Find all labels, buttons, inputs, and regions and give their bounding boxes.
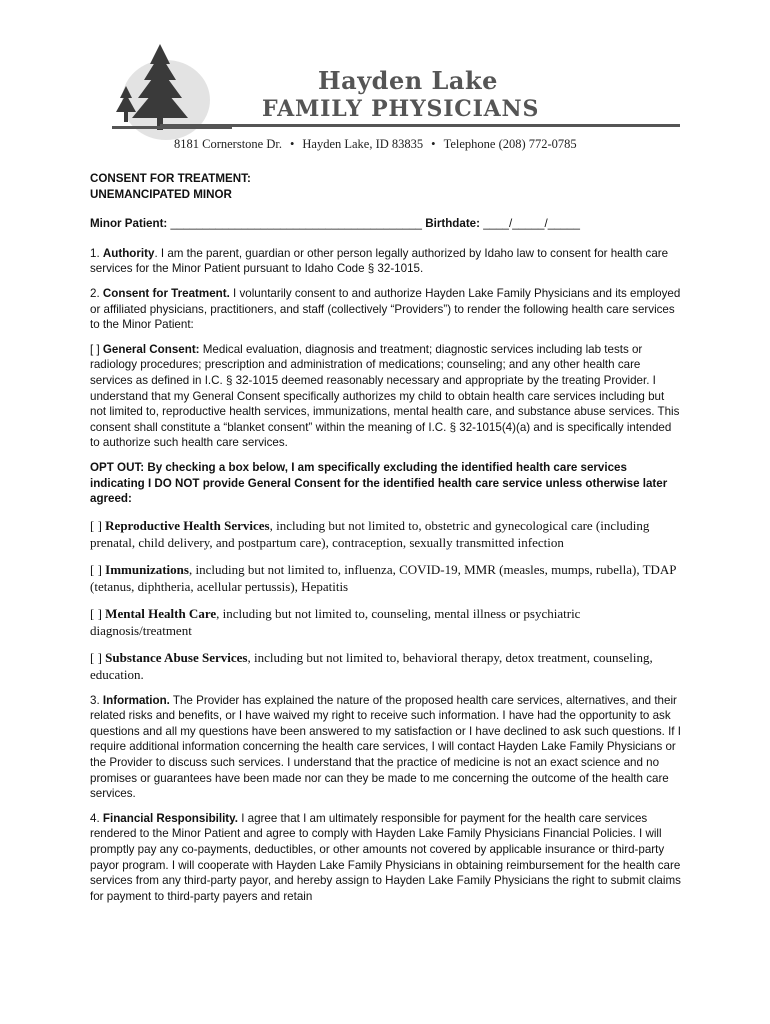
section-information bbox=[90, 693, 682, 802]
opt-out-text: , including but not limited to, influenza, COVID-19, MMR (measles, mumps, rubella), TDAP (tetanus, diphtheria, acellular pertussis), Hepatitis bbox=[90, 561, 677, 594]
section-financial bbox=[90, 811, 682, 905]
opt-out-heading: Immunizations bbox=[105, 561, 189, 577]
section-number: 3. bbox=[90, 693, 100, 707]
section-text: I agree that I am ultimately responsible for payment for the health care services rendered to the Minor Patient and agree to comply with Hayden Lake Family Physicians Financial Policies. I will promptly pay any co-payments, deductibles, or other amounts not covered by applicable insurance or third-party payor program. I will cooperate with Hayden Lake Family Physicians in obtaining reimbursement for the health care services from any third-party payor, and hereby assign to Hayden Lake Family Physicians the right to submit claims for payment to third-party payers and retain bbox=[90, 811, 681, 903]
section-heading: Consent for Treatment. bbox=[102, 286, 230, 300]
letterhead bbox=[90, 40, 680, 160]
section-heading: Financial Responsibility. bbox=[102, 811, 238, 825]
section-heading: Authority bbox=[102, 246, 155, 260]
address-line bbox=[174, 137, 577, 152]
section-number: 4. bbox=[90, 811, 100, 825]
bullet-separator: • bbox=[431, 137, 436, 151]
section-number: 1. bbox=[90, 246, 100, 260]
section-authority bbox=[90, 246, 682, 277]
street-address: 8181 Cornerstone Dr. bbox=[174, 137, 282, 151]
section-heading: Information. bbox=[102, 693, 170, 707]
document-body bbox=[90, 171, 682, 913]
opt-out-item-reproductive bbox=[90, 517, 682, 551]
minor-patient-label: Minor Patient: bbox=[90, 217, 168, 231]
opt-out-checkbox[interactable]: [ ] bbox=[90, 605, 102, 621]
general-consent-heading: General Consent: bbox=[102, 342, 200, 356]
opt-out-text: , including but not limited to, counseling, mental illness or psychiatric diagnosis/treatment bbox=[90, 605, 581, 638]
opt-out-text: , including but not limited to, behavioral therapy, detox treatment, counseling, education. bbox=[90, 649, 653, 682]
opt-out-heading: Reproductive Health Services bbox=[105, 517, 270, 533]
opt-out-item-mental-health bbox=[90, 605, 682, 639]
birthdate-field[interactable]: ____/_____/_____ bbox=[483, 217, 580, 231]
opt-out-checkbox[interactable]: [ ] bbox=[90, 649, 102, 665]
general-consent-checkbox[interactable]: [ ] bbox=[90, 342, 100, 356]
opt-out-checkbox[interactable]: [ ] bbox=[90, 517, 102, 533]
bullet-separator: • bbox=[289, 137, 295, 151]
minor-patient-line bbox=[90, 216, 682, 232]
opt-out-item-immunizations bbox=[90, 561, 682, 595]
section-text: . I am the parent, guardian or other person legally authorized by Idaho law to consent for health care services for the Minor Patient pursuant to Idaho Code § 32-1015. bbox=[90, 246, 669, 276]
minor-patient-field[interactable]: _______________________________________ bbox=[170, 217, 422, 231]
opt-out-statement: OPT OUT: By checking a box below, I am specifically excluding the identified health care services indicating I DO NOT provide General Consent for the identified health care service unless otherwise later agreed: bbox=[90, 460, 668, 506]
brand-subtitle: FAMILY PHYSICIANS bbox=[262, 96, 540, 122]
brand-name: Hayden Lake bbox=[318, 66, 498, 95]
section-consent bbox=[90, 286, 682, 333]
city-state-zip: Hayden Lake, ID 83835 bbox=[302, 137, 424, 151]
doc-title-line1: CONSENT FOR TREATMENT: bbox=[90, 172, 251, 185]
section-number: 2. bbox=[90, 286, 100, 300]
general-consent bbox=[90, 342, 682, 451]
general-consent-text: Medical evaluation, diagnosis and treatment; diagnostic services including lab tests or radiology procedures; prescription and administration of medications; counseling; and any other health care services as defined in I.C. § 32-1015 deemed reasonably necessary and appropriate by the treating Provider. I understand that my General Consent specifically authorizes my child to obtain health care services including but not limited to, reproductive health services, immunizations, mental health care, and substance abuse services. This consent shall constitute a “blanket consent” within the meaning of I.C. § 32-1015(4)(a) and is specifically intended to authorize such health care services. bbox=[90, 342, 680, 450]
opt-out-checkbox[interactable]: [ ] bbox=[90, 561, 102, 577]
section-text: I voluntarily consent to and authorize Hayden Lake Family Physicians and its employed or affiliated physicians, practitioners, and staff (collectively “Providers”) to render the following health care services to the Minor Patient: bbox=[90, 286, 681, 332]
letterhead-rule bbox=[160, 124, 680, 127]
opt-out-text: , including but not limited to, obstetric and gynecological care (including prenatal, child delivery, and postpartum care), contraception, sexually transmitted infection bbox=[90, 517, 650, 550]
birthdate-label: Birthdate: bbox=[425, 217, 480, 231]
doc-title-line2: UNEMANCIPATED MINOR bbox=[90, 187, 232, 201]
opt-out-item-substance-abuse bbox=[90, 649, 682, 683]
opt-out-heading: Substance Abuse Services bbox=[105, 649, 248, 665]
section-text: The Provider has explained the nature of the proposed health care services, alternatives, and their related risks and benefits, or I have waived my right to receive such information. I have had the opportunity to ask questions and all my questions have been answered to my satisfaction or I have declined to ask such questions. If I require additional information concerning the health care services, I will contact Hayden Lake Family Physicians or the Provider to discuss such services. I understand that the practice of medicine is not an exact science and no promises or guarantees have been made nor can they be made to me concerning the outcome of the health care services. bbox=[90, 693, 681, 801]
phone-number: Telephone (208) 772-0785 bbox=[443, 137, 577, 151]
opt-out-heading: Mental Health Care bbox=[105, 605, 217, 621]
